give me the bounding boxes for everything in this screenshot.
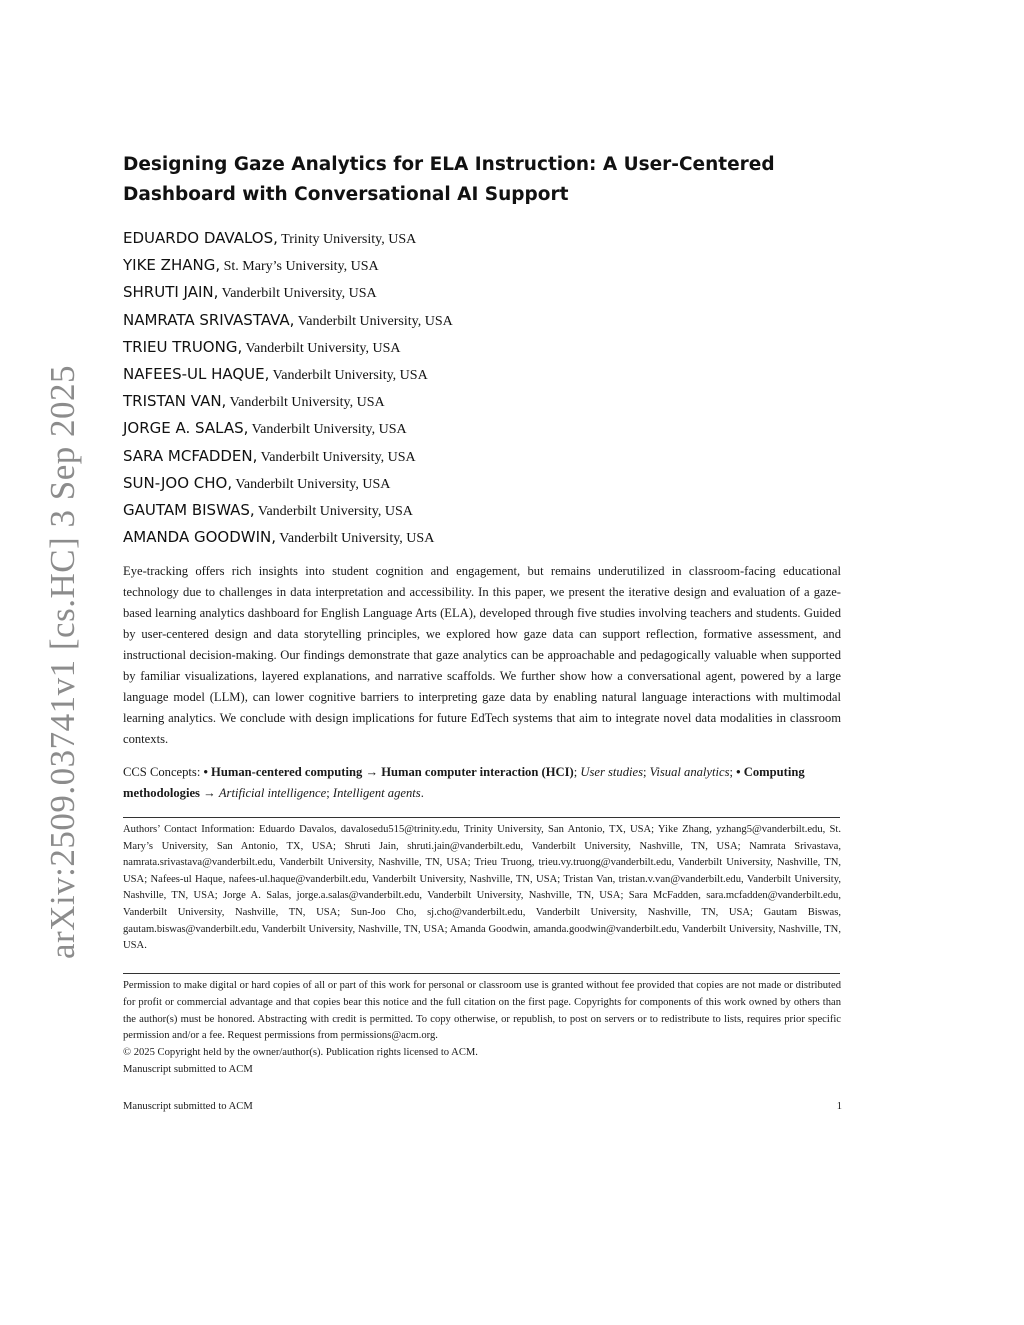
author-entry [123, 362, 453, 389]
author-affiliation: Vanderbilt University, USA [276, 531, 435, 547]
author-name: GAUTAM BISWAS, [123, 500, 255, 519]
author-affiliation: Vanderbilt University, USA [226, 395, 385, 411]
author-name: EDUARDO DAVALOS, [123, 229, 278, 247]
author-entry [123, 308, 453, 335]
author-affiliation: Vanderbilt University, USA [248, 422, 407, 438]
ccs-bullet: • [203, 765, 212, 779]
author-affiliation: Vanderbilt University, USA [242, 340, 401, 356]
ccs-arrow: → [362, 765, 382, 779]
author-entry [123, 253, 453, 280]
permission-divider [123, 973, 840, 974]
arxiv-stamp: arXiv:2509.03741v1 [cs.HC] 3 Sep 2025 [43, 364, 82, 960]
author-name: TRISTAN VAN, [123, 392, 227, 411]
author-entry [123, 525, 453, 552]
author-name: SHRUTI JAIN, [123, 283, 219, 302]
ccs-separator: ; [642, 765, 650, 779]
paper-title: Designing Gaze Analytics for ELA Instruction: A User-Centered Dashboard with Conversational AI Support [123, 154, 775, 205]
ccs-label: CCS Concepts: [123, 765, 204, 779]
page-number: 1 [836, 1101, 842, 1112]
footer-text: Manuscript submitted to ACM [123, 1101, 253, 1112]
ccs-hci: Human computer interaction (HCI) [381, 765, 574, 779]
author-affiliation: Vanderbilt University, USA [269, 367, 428, 383]
author-entry [123, 226, 453, 253]
author-affiliation: Trinity University, USA [277, 232, 417, 247]
ccs-end: . [420, 786, 424, 800]
ccs-computing: Computing methodologies [123, 765, 805, 800]
author-affiliation: Vanderbilt University, USA [257, 449, 416, 465]
contact-info: Authors’ Contact Information: Eduardo Davalos, davalosedu515@trinity.edu, Trinity University, San Antonio, TX, USA; Yike Zhang, yzhang5@vanderbilt.edu, St. Mary’s University, San Antonio, TX, USA; Shruti Jain, shruti.jain@vanderbilt.edu, Vanderbilt University, Nashville, TN, USA; Namrata Srivastava, namrata.srivastava@vanderbilt.edu, Vanderbilt University, Nashville, TN, USA; Trieu Truong, trieu.vy.truong@vanderbilt.edu, Vanderbilt University, Nashville, TN, USA; Nafees-ul Haque, nafees-ul.haque@vanderbilt.edu, Vanderbilt University, Nashville, TN, USA; Tristan Van, tristan.v.van@vanderbilt.edu, Vanderbilt University, Nashville, TN, USA; Jorge A. Salas, jorge.a.salas@vanderbilt.edu, Vanderbilt University, Nashville, TN, USA; Sara McFadden, sara.mcfadden@vanderbilt.edu, Vanderbilt University, Nashville, TN, USA; Sun-Joo Cho, sj.cho@vanderbilt.edu, Vanderbilt University, Nashville, TN, USA; Gautam Biswas, gautam.biswas@vanderbilt.edu, Vanderbilt University, Nashville, TN, USA; Amanda Goodwin, amanda.goodwin@vanderbilt.edu, Vanderbilt University, Nashville, TN, USA. [123, 824, 841, 952]
author-entry [123, 444, 453, 471]
author-entry [123, 335, 453, 362]
ccs-separator: ; [573, 765, 581, 779]
ccs-bullet: • [736, 765, 744, 779]
author-name: NAFEES-UL HAQUE, [123, 364, 270, 383]
ccs-arrow: → [199, 786, 219, 800]
permission-notice: Permission to make digital or hard copies of all or part of this work for personal or classroom use is granted without fee provided that copies are not made or distributed for profit or commercial advantage and that copies bear this notice and the full citation on the first page. Copyrights for components of this work owned by others than the author(s) must be honored. Abstracting with credit is permitted. To copy otherwise, or republish, to post on servers or to redistribute to lists, requires prior specific permission and/or a fee. Request permissions from permissions@acm.org. [123, 980, 841, 1042]
ccs-separator: ; [729, 765, 737, 779]
abstract: Eye-tracking offers rich insights into student cognition and engagement, but remains underutilized in classroom-facing educational technology due to challenges in data interpretation and accessibility. In this paper, we present the iterative design and evaluation of a gaze-based learning analytics dashboard for English Language Arts (ELA), developed through five studies involving teachers and students. Guided by user-centered design and data storytelling principles, we explored how gaze data can support reflection, formative assessment, and instructional decision-making. Our findings demonstrate that gaze analytics can be approachable and pedagogically valuable when supported by familiar visualizations, layered explanations, and narrative scaffolds. We further show how a conversational agent, powered by a large language model (LLM), can lower cognitive barriers to interpreting gaze data by enabling natural language interactions with multimodal learning analytics. We conclude with design implications for future EdTech systems that aim to integrate novel data modalities in classroom contexts. [123, 564, 841, 746]
ccs-user-studies: User studies [580, 765, 643, 779]
author-affiliation: Vanderbilt University, USA [232, 476, 391, 492]
author-entry [123, 416, 453, 443]
ccs-hcc: Human-centered computing [211, 765, 363, 779]
author-affiliation: Vanderbilt University, USA [218, 286, 377, 302]
author-affiliation: Vanderbilt University, USA [254, 503, 413, 519]
ccs-agents: Intelligent agents [332, 786, 421, 800]
author-entry [123, 471, 453, 498]
author-name: TRIEU TRUONG, [123, 337, 243, 356]
ccs-ai: Artificial intelligence [218, 786, 327, 800]
ccs-separator: ; [326, 786, 333, 800]
author-name: JORGE A. SALAS, [123, 419, 249, 438]
author-name: AMANDA GOODWIN, [123, 528, 277, 547]
author-entry [123, 498, 453, 525]
contact-divider [123, 817, 840, 818]
author-name: YIKE ZHANG, [123, 256, 221, 275]
author-affiliation: Vanderbilt University, USA [294, 313, 453, 329]
author-entry [123, 280, 453, 307]
author-name: SUN-JOO CHO, [123, 473, 233, 492]
ccs-visual-analytics: Visual analytics [649, 765, 730, 779]
author-affiliation: St. Mary’s University, USA [220, 259, 379, 275]
manuscript-note: Manuscript submitted to ACM [123, 1064, 253, 1075]
copyright-line: © 2025 Copyright held by the owner/author(s). Publication rights licensed to ACM. [123, 1047, 478, 1058]
author-entry [123, 389, 453, 416]
author-name: SARA MCFADDEN, [123, 446, 258, 465]
author-name: NAMRATA SRIVASTAVA, [123, 310, 295, 329]
author-list [123, 226, 453, 552]
ccs-concepts [123, 762, 841, 804]
